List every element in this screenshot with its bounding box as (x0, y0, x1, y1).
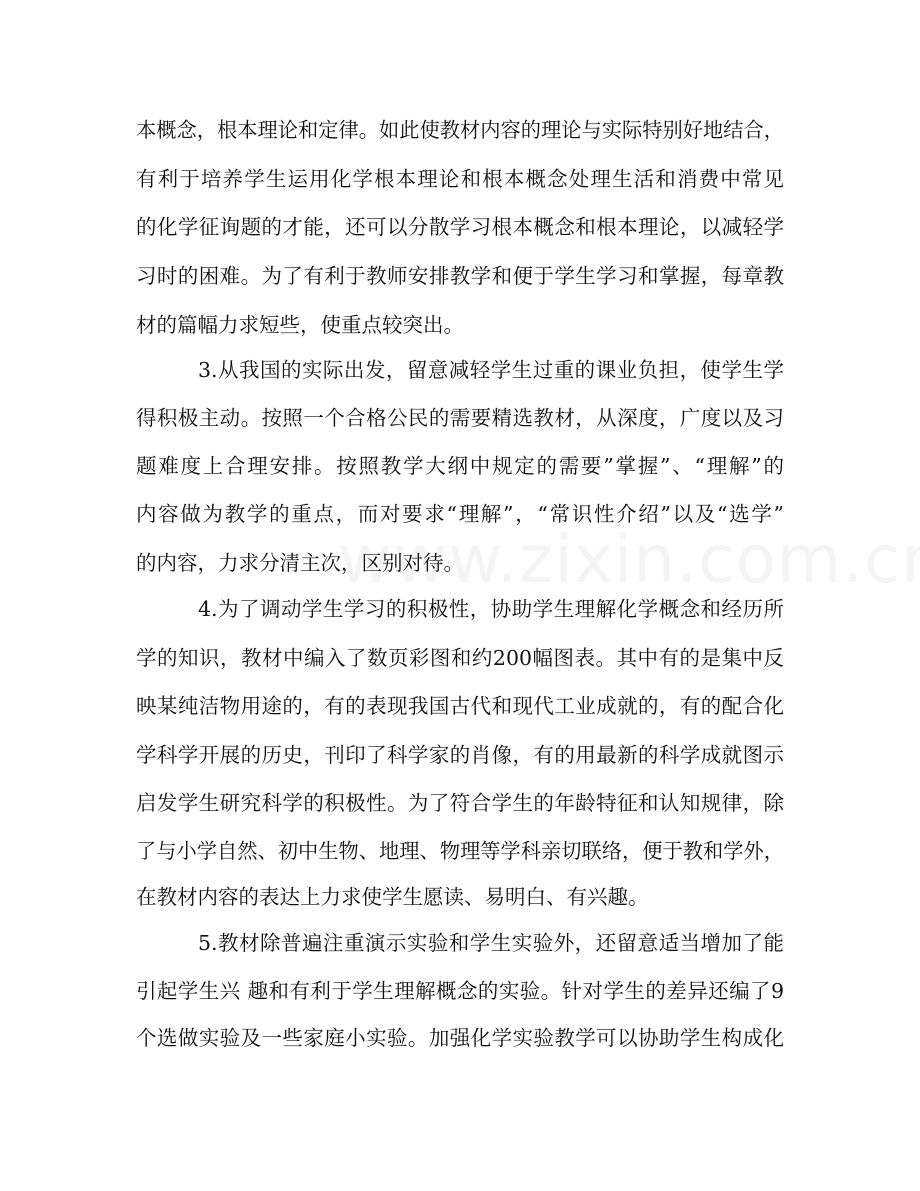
text-line: 材的篇幅力求短些，使重点较突出。 (136, 313, 464, 337)
paragraph-first-line: 3.从我国的实际出发，留意减轻学生过重的课业负担，使学生学 (198, 358, 784, 382)
text-line: 的化学征询题的才能，还可以分散学习根本概念和根本理论，以减轻学 (136, 215, 784, 239)
text-line: 映某纯洁物用途的，有的表现我国古代和现代工业成就的，有的配合化 (136, 694, 784, 718)
text-line: 得积极主动。按照一个合格公民的需要精选教材，从深度，广度以及习 (136, 406, 784, 430)
text-line: 了与小学自然、初中生物、地理、物理等学科亲切联络，便于教和学外， (136, 839, 785, 863)
text-line: 启发学生研究科学的积极性。为了符合学生的年龄特征和认知规律，除 (136, 791, 784, 815)
text-line: 习时的困难。为了有利于教师安排教学和便于学生学习和掌握，每章教 (136, 264, 784, 288)
text-line: 学的知识，教材中编入了数页彩图和约200幅图表。其中有的是集中反 (136, 646, 784, 670)
text-line: 的内容，力求分清主次，区别对待。 (136, 551, 464, 575)
text-line: 引起学生兴 趣和有利于学生理解概念的实验。针对学生的差异还编了9 (136, 979, 784, 1003)
text-line: 有利于培养学生运用化学根本理论和根本概念处理生活和消费中常见 (136, 167, 784, 191)
text-line: 在教材内容的表达上力求使学生愿读、易明白、有兴趣。 (136, 885, 649, 909)
text-line: 本概念，根本理论和定律。如此使教材内容的理论与实际特别好地结合， (136, 118, 785, 142)
paragraph-first-line: 5.教材除普遍注重演示实验和学生实验外，还留意适当增加了能 (198, 931, 784, 955)
text-line: 个选做实验及一些家庭小实验。加强化学实验教学可以协助学生构成化 (136, 1026, 784, 1050)
text-line: 内容做为教学的重点，而对要求“理解”，“常识性介绍”以及“选学” (136, 502, 784, 526)
text-line: 学科学开展的历史，刊印了科学家的肖像，有的用最新的科学成就图示 (136, 743, 784, 767)
text-line: 题难度上合理安排。按照教学大纲中规定的需要”掌握”、“理解”的 (136, 454, 784, 478)
paragraph-first-line: 4.为了调动学生学习的积极性，协助学生理解化学概念和经历所 (198, 597, 784, 621)
